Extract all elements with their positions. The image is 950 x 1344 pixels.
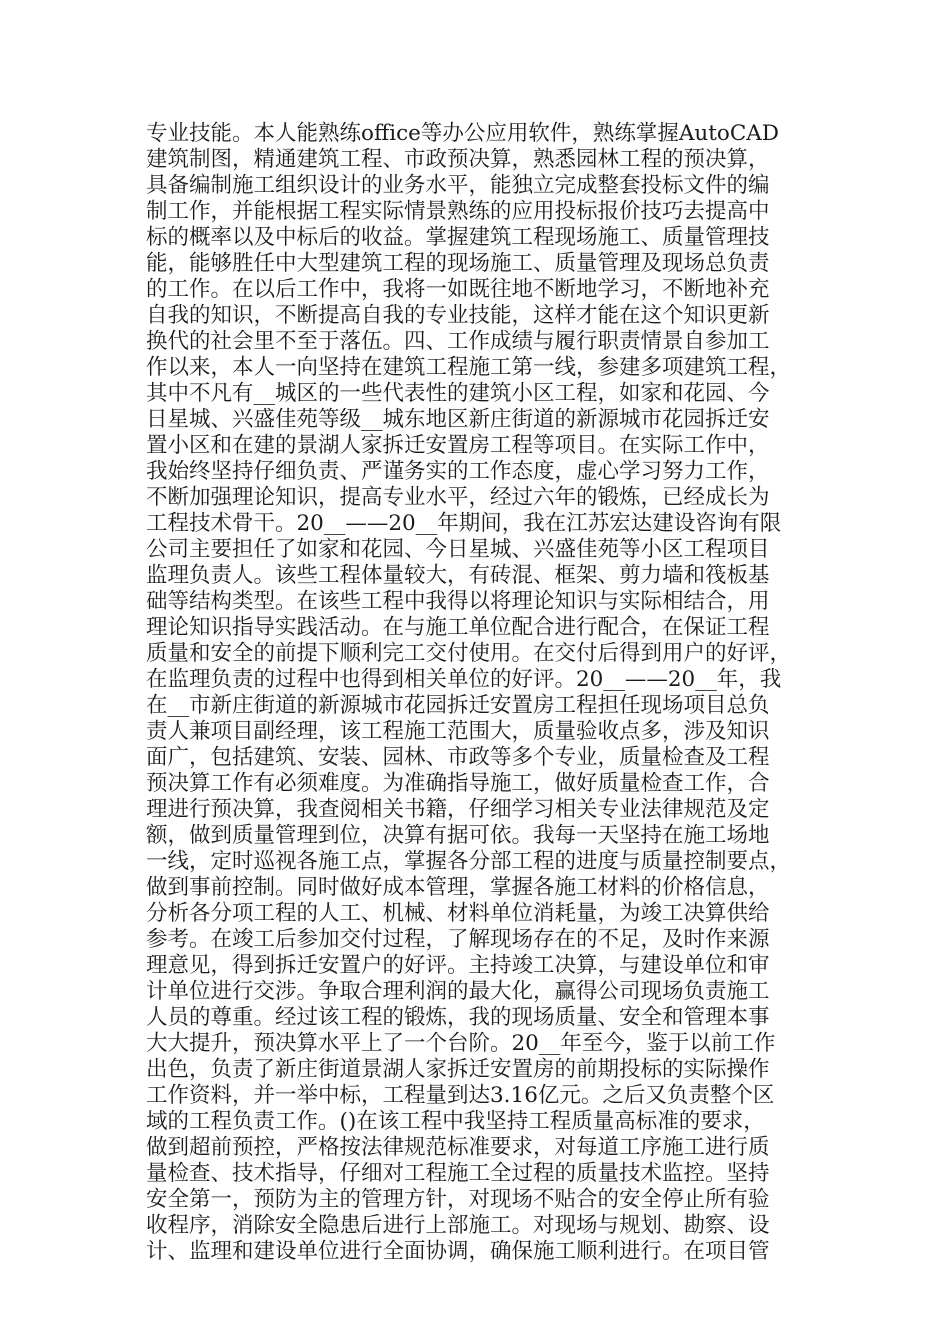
text-line: 础等结构类型。在该些工程中我得以将理论知识与实际相结合，用: [146, 589, 770, 614]
text-line: 质量和安全的前提下顺利完工交付使用。在交付后得到用户的好评，: [146, 641, 792, 666]
text-line: 专业技能。本人能熟练office等办公应用软件，熟练掌握AutoCAD: [146, 121, 780, 146]
text-line: 建筑制图，精通建筑工程、市政预决算，熟悉园林工程的预决算，: [146, 147, 770, 172]
text-line: 做到超前预控，严格按法律规范标准要求，对每道工序施工进行质: [146, 1135, 770, 1160]
text-line: 分析各分项工程的人工、机械、材料单位消耗量，为竣工决算供给: [146, 901, 770, 926]
text-line: 其中不凡有__城区的一些代表性的建筑小区工程，如家和花园、今: [146, 381, 770, 406]
text-line: 额，做到质量管理到位，决算有据可依。我每一天坚持在施工场地: [146, 823, 770, 848]
body-text: [146, 121, 826, 1265]
text-line: 一线，定时巡视各施工点，掌握各分部工程的进度与质量控制要点，: [146, 849, 792, 874]
text-line: 安全第一，预防为主的管理方针，对现场不贴合的安全停止所有验: [146, 1187, 770, 1212]
text-line: 理论知识指导实践活动。在与施工单位配合进行配合，在保证工程: [146, 615, 770, 640]
text-line: 能，能够胜任中大型建筑工程的现场施工、质量管理及现场总负责: [146, 251, 770, 276]
text-line: 计单位进行交涉。争取合理利润的最大化，赢得公司现场负责施工: [146, 979, 770, 1004]
text-line: 在__市新庄街道的新源城市花园拆迁安置房工程担任现场项目总负: [146, 693, 770, 718]
text-line: 域的工程负责工作。()在该工程中我坚持工程质量高标准的要求，: [146, 1109, 765, 1134]
text-line: 不断加强理论知识，提高专业水平，经过六年的锻炼，已经成长为: [146, 485, 770, 510]
text-line: 的工作。在以后工作中，我将一如既往地不断地学习，不断地补充: [146, 277, 770, 302]
text-line: 参考。在竣工后参加交付过程，了解现场存在的不足，及时作来源: [146, 927, 770, 952]
text-line: 公司主要担任了如家和花园、今日星城、兴盛佳苑等小区工程项目: [146, 537, 770, 562]
text-line: 人员的尊重。经过该工程的锻炼，我的现场质量、安全和管理本事: [146, 1005, 770, 1030]
text-line: 量检查、技术指导，仔细对工程施工全过程的质量技术监控。坚持: [146, 1161, 770, 1186]
text-line: 我始终坚持仔细负责、严谨务实的工作态度，虚心学习努力工作，: [146, 459, 770, 484]
text-line: 责人兼项目副经理，该工程施工范围大，质量验收点多，涉及知识: [146, 719, 770, 744]
text-line: 工程技术骨干。20__——20__年期间，我在江苏宏达建设咨询有限: [146, 511, 782, 536]
text-line: 做到事前控制。同时做好成本管理，掌握各施工材料的价格信息，: [146, 875, 770, 900]
text-line: 具备编制施工组织设计的业务水平，能独立完成整套投标文件的编: [146, 173, 770, 198]
text-line: 换代的社会里不至于落伍。四、工作成绩与履行职责情景自参加工: [146, 329, 770, 354]
text-line: 收程序，消除安全隐患后进行上部施工。对现场与规划、勘察、设: [146, 1213, 770, 1238]
text-line: 作以来，本人一向坚持在建筑工程施工第一线，参建多项建筑工程，: [146, 355, 792, 380]
text-line: 工作资料，并一举中标，工程量到达3.16亿元。之后又负责整个区: [146, 1083, 775, 1108]
text-line: 大大提升，预决算水平上了一个台阶。20__年至今，鉴于以前工作: [146, 1031, 776, 1056]
text-line: 计、监理和建设单位进行全面协调，确保施工顺利进行。在项目管: [146, 1239, 770, 1264]
text-line: 标的概率以及中标后的收益。掌握建筑工程现场施工、质量管理技: [146, 225, 770, 250]
text-line: 预决算工作有必须难度。为准确指导施工，做好质量检查工作，合: [146, 771, 770, 796]
text-line: 制工作，并能根据工程实际情景熟练的应用投标报价技巧去提高中: [146, 199, 770, 224]
text-line: 在监理负责的过程中也得到相关单位的好评。20__——20__年，我: [146, 667, 782, 692]
text-line: 出色，负责了新庄街道景湖人家拆迁安置房的前期投标的实际操作: [146, 1057, 770, 1082]
text-line: 面广，包括建筑、安装、园林、市政等多个专业，质量检查及工程: [146, 745, 770, 770]
text-line: 日星城、兴盛佳苑等级__城东地区新庄街道的新源城市花园拆迁安: [146, 407, 770, 432]
text-line: 置小区和在建的景湖人家拆迁安置房工程等项目。在实际工作中，: [146, 433, 770, 458]
text-line: 监理负责人。该些工程体量较大，有砖混、框架、剪力墙和筏板基: [146, 563, 770, 588]
text-line: 自我的知识，不断提高自我的专业技能，这样才能在这个知识更新: [146, 303, 770, 328]
text-line: 理意见，得到拆迁安置户的好评。主持竣工决算，与建设单位和审: [146, 953, 770, 978]
text-line: 理进行预决算，我查阅相关书籍，仔细学习相关专业法律规范及定: [146, 797, 770, 822]
